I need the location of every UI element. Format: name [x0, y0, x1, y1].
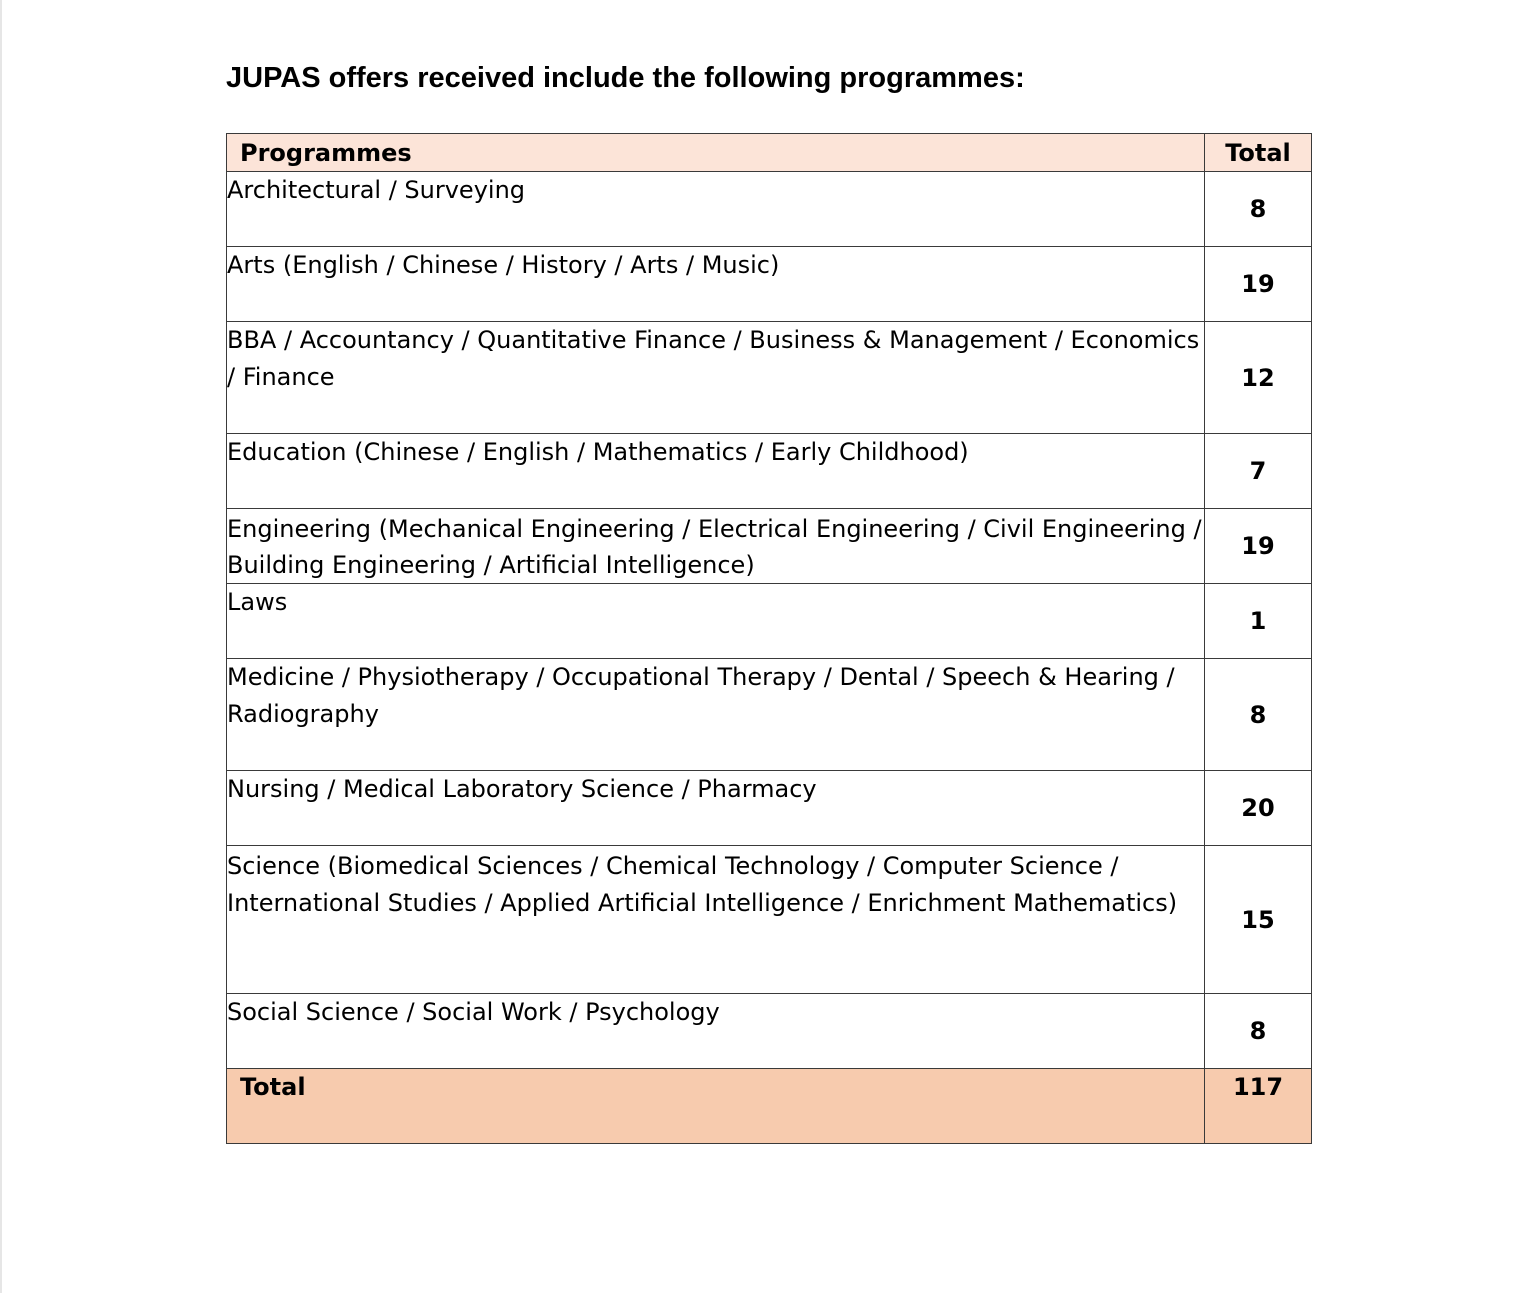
total-cell: 19 — [1205, 509, 1312, 584]
programme-cell: Education (Chinese / English / Mathematics / Early Childhood) — [227, 434, 1205, 509]
table-row — [227, 846, 1312, 994]
total-cell: 20 — [1205, 771, 1312, 846]
table-row — [227, 434, 1312, 509]
total-cell: 19 — [1205, 247, 1312, 322]
programme-cell: Engineering (Mechanical Engineering / Electrical Engineering / Civil Engineering / Building Engineering / Artificial Intelligence) — [227, 509, 1205, 584]
programme-cell: BBA / Accountancy / Quantitative Finance / Business & Management / Economics / Finance — [227, 322, 1205, 434]
total-cell: 8 — [1205, 172, 1312, 247]
table-row — [227, 771, 1312, 846]
table-row — [227, 172, 1312, 247]
programme-cell: Laws — [227, 584, 1205, 659]
total-cell: 1 — [1205, 584, 1312, 659]
table-row — [227, 994, 1312, 1069]
header-programmes: Programmes — [227, 134, 1205, 172]
total-cell: 8 — [1205, 659, 1312, 771]
table-row — [227, 322, 1312, 434]
total-cell: 8 — [1205, 994, 1312, 1069]
table-row — [227, 509, 1312, 584]
header-total: Total — [1205, 134, 1312, 172]
programme-cell: Architectural / Surveying — [227, 172, 1205, 247]
table-row — [227, 584, 1312, 659]
page-title: JUPAS offers received include the following programmes: — [226, 62, 1025, 94]
table-row — [227, 659, 1312, 771]
programme-cell: Nursing / Medical Laboratory Science / Pharmacy — [227, 771, 1205, 846]
programme-cell: Science (Biomedical Sciences / Chemical Technology / Computer Science / International Studies / Applied Artificial Intelligence / Enrichment Mathematics) — [227, 846, 1205, 994]
programme-cell: Social Science / Social Work / Psychology — [227, 994, 1205, 1069]
total-cell: 7 — [1205, 434, 1312, 509]
table-total-row — [227, 1069, 1312, 1144]
programme-cell: Arts (English / Chinese / History / Arts / Music) — [227, 247, 1205, 322]
total-cell: 12 — [1205, 322, 1312, 434]
programmes-table — [226, 133, 1312, 1144]
table-header-row — [227, 134, 1312, 172]
total-row-label: Total — [227, 1069, 1205, 1144]
page-left-edge — [0, 0, 2, 1293]
programme-cell: Medicine / Physiotherapy / Occupational Therapy / Dental / Speech & Hearing / Radiography — [227, 659, 1205, 771]
table-row — [227, 247, 1312, 322]
total-row-value: 117 — [1205, 1069, 1312, 1144]
total-cell: 15 — [1205, 846, 1312, 994]
